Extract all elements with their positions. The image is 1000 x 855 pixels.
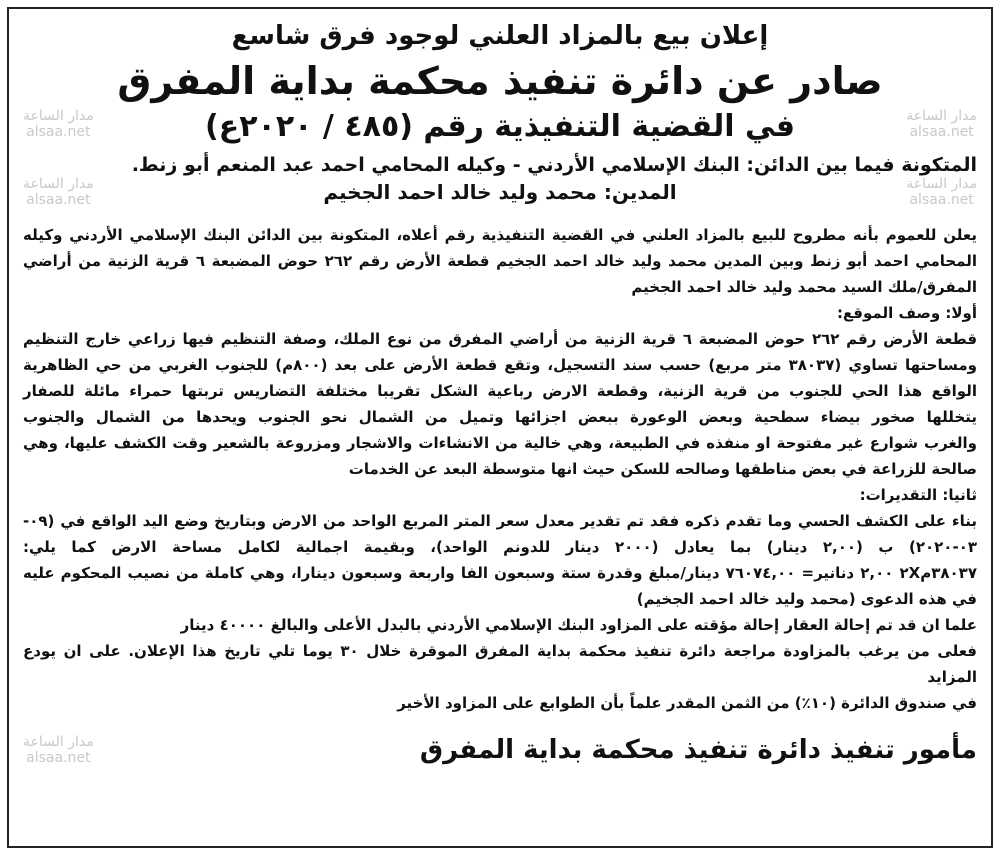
text-line: صالحة للزراعة في بعض مناطقها وصالحه للسكن حيث انها متوسطة البعد عن الخدمات: [348, 460, 977, 478]
notice-body: [23, 222, 977, 716]
paragraph: [23, 482, 977, 508]
text-line: يعلن للعموم بأنه مطروح للبيع بالمزاد العلني في القضية التنفيذية رقم أعلاه، المتكونة بين الدائن البنك الإسلامي الأردني وكيله: [23, 226, 977, 244]
paragraph: [23, 638, 977, 716]
notice-border: [7, 7, 993, 848]
text-line: أولا: وصف الموقع:: [836, 304, 977, 322]
paragraph: [23, 508, 977, 612]
watermark: مدار الساعة alsaa.net: [23, 734, 94, 766]
watermark: مدار الساعة alsaa.net: [23, 107, 94, 140]
debtor-line: المدين: محمد وليد خالد احمد الجخيم: [323, 180, 677, 204]
paragraph: [23, 300, 977, 326]
notice-heading: إعلان بيع بالمزاد العلني لوجود فرق شاسع: [231, 21, 769, 51]
text-line: المفرق/ملك السيد محمد وليد خالد احمد الجخيم: [631, 278, 977, 296]
text-line: فعلى من يرغب بالمزاودة مراجعة دائرة تنفيذ محكمة بداية المفرق الموقرة خلال ٣٠ يوما تلي تاريخ هذا الإعلان. على ان يودع المزايد: [23, 642, 977, 686]
text-line: ومساحتها تساوي (٣٨٠٣٧ متر مربع) حسب سند التسجيل، وتقع قطعة الأرض على بعد (٨٠٠م) للجنوب الغربي من حي الظاهرية: [23, 356, 977, 374]
text-line: بناء على الكشف الحسي وما تقدم ذكره فقد تم تقدير معدل سعر المتر المربع الواحد من الارض وبتاريخ وضع اليد الواقع في (٠٩-: [23, 512, 977, 530]
issuer-title: صادر عن دائرة تنفيذ محكمة بداية المفرق: [117, 59, 883, 103]
text-line: قطعة الأرض رقم ٢٦٢ حوض المضبعة ٦ قرية الزنية من أراضي المفرق من نوع الملك، وصفة التنظيم فيها زراعي خارج التنظيم: [23, 330, 978, 348]
watermark: مدار الساعة alsaa.net: [906, 107, 977, 140]
text-line: الواقع هذا الحي للجنوب من قرية الزنية، وقطعة الارض رباعية الشكل تقريبا مختلفة التضاريس تربتها حمراء مائلة للصفار: [23, 382, 977, 400]
case-number: في القضية التنفيذية رقم (٤٨٥ / ٢٠٢٠ع): [205, 109, 795, 144]
parties-line: المتكونة فيما بين الدائن: البنك الإسلامي الأردني - وكيله المحامي احمد عبد المنعم أبو زنط.: [131, 154, 977, 176]
text-line: والغرب شوارع غير مفتوحة او منفذه في الطبيعة، وهي خالية من الانشاءات والاشجار ومزروعة بالشعير وقت الكشف عليها، وهي: [23, 434, 977, 452]
watermark: مدار الساعة alsaa.net: [23, 176, 94, 208]
text-line: في هذه الدعوى (محمد وليد خالد احمد الجخيم): [636, 590, 977, 608]
paragraph: [23, 222, 977, 300]
text-line: ثانيا: التقديرات:: [859, 486, 977, 504]
watermark: مدار الساعة alsaa.net: [906, 176, 977, 208]
paragraph: [23, 326, 977, 482]
text-line: علما ان قد تم إحالة العقار إحالة مؤقته على المزاود البنك الإسلامي الأردني بالبدل الأعلى والبالغ ٤٠٠٠٠ دينار: [180, 616, 977, 634]
signature-line: مأمور تنفيذ دائرة تنفيذ محكمة بداية المفرق: [419, 735, 977, 765]
text-line: ٣٨٠٣٧م٢X ٢,٠٠ دنانير= ٧٦٠٧٤,٠٠ دينار/مبلغ وقدرة ستة وسبعون الفا واربعة وسبعون دينارا، وهي كاملة من نصيب المحكوم عليه: [23, 564, 977, 582]
text-line: ٠٣-٢٠٢٠) ب (٢,٠٠ دينار) بما يعادل (٢٠٠٠ دينار للدونم الواحد)، وبقيمة اجمالية لكامل مساحة الارض كما يلي:: [23, 538, 977, 556]
paragraph: [23, 612, 977, 638]
text-line: في صندوق الدائرة (١٠٪) من الثمن المقدر علماً بأن الطوابع على المزاود الأخير: [397, 694, 977, 712]
text-line: المحامي احمد أبو زنط وبين المدين محمد وليد خالد احمد الجخيم قطعة الأرض رقم ٢٦٢ حوض المضبعة ٦ قرية الزنية من أراضي: [23, 252, 978, 270]
text-line: يتخللها صخور بيضاء سطحية وبعض الوعورة ببعض اجزائها وتميل من الشمال نحو الجنوب ويحدها من الشمال والجنوب: [23, 408, 977, 426]
